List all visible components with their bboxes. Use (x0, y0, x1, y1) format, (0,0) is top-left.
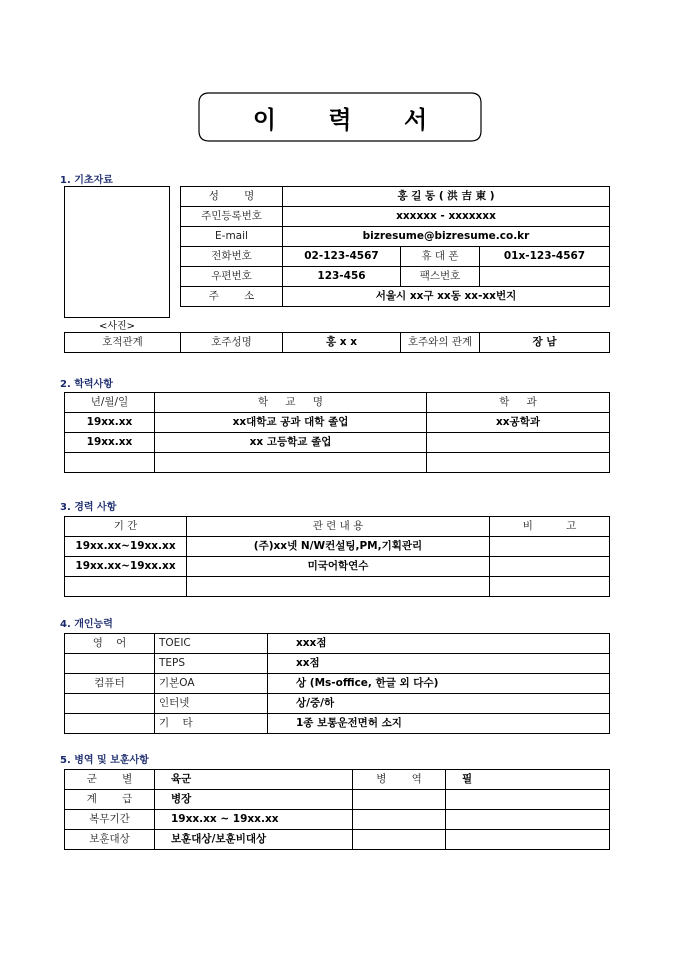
empty-cell (353, 830, 446, 850)
career-note (490, 577, 610, 597)
table-header-row (65, 517, 610, 537)
table-row (65, 674, 610, 694)
ability-category: 영 어 (65, 634, 155, 654)
career-header-period: 기 간 (65, 517, 187, 537)
table-row (65, 537, 610, 557)
table-row (65, 654, 610, 674)
ability-level: 상/중/하 (268, 694, 610, 714)
service-label: 병 역 (353, 770, 446, 790)
branch-label: 군 별 (65, 770, 155, 790)
mobile-value: 01x-123-4567 (480, 247, 610, 267)
section-military-title: 5. 병역 및 보훈사항 (60, 755, 149, 766)
ability-level: 1종 보통운전면허 소지 (268, 714, 610, 734)
table-row (65, 830, 610, 850)
rank-label: 계 급 (65, 790, 155, 810)
section-career-title: 3. 경력 사항 (60, 502, 117, 513)
career-period (65, 577, 187, 597)
table-row (65, 790, 610, 810)
edu-school (155, 453, 427, 473)
table-row (65, 714, 610, 734)
career-table (64, 516, 610, 597)
page-title: 이 력 서 (252, 105, 450, 134)
edu-major (427, 433, 610, 453)
empty-cell (353, 790, 446, 810)
ability-category (65, 714, 155, 734)
rrn-value: xxxxxx - xxxxxxx (283, 207, 610, 227)
career-period: 19xx.xx~19xx.xx (65, 557, 187, 577)
title-box (197, 92, 483, 142)
ability-category (65, 694, 155, 714)
career-note (490, 537, 610, 557)
edu-major: xx공학과 (427, 413, 610, 433)
table-row (181, 187, 610, 207)
edu-header-school: 학 교 명 (155, 393, 427, 413)
table-row (181, 227, 610, 247)
head-relation-value: 장 남 (480, 333, 610, 353)
table-row (65, 333, 610, 353)
ability-item: 인터넷 (155, 694, 268, 714)
career-content: (주)xx넷 N/W컨설팅,PM,기획관리 (187, 537, 490, 557)
career-content: 미국어학연수 (187, 557, 490, 577)
table-row (181, 207, 610, 227)
family-table (64, 332, 610, 353)
address-label: 주 소 (181, 287, 283, 307)
photo-label: <사진> (98, 321, 136, 332)
ability-item: TOEIC (155, 634, 268, 654)
basic-info-table (180, 186, 610, 307)
section-ability-title: 4. 개인능력 (60, 619, 113, 630)
education-table (64, 392, 610, 473)
rrn-label: 주민등록번호 (181, 207, 283, 227)
ability-item: 기 타 (155, 714, 268, 734)
ability-category (65, 654, 155, 674)
empty-cell (446, 790, 610, 810)
email-label: E-mail (181, 227, 283, 247)
zip-label: 우편번호 (181, 267, 283, 287)
zip-value: 123-456 (283, 267, 401, 287)
table-row (65, 413, 610, 433)
address-value: 서울시 xx구 xx동 xx-xx번지 (283, 287, 610, 307)
career-header-content: 관 련 내 용 (187, 517, 490, 537)
edu-header-major: 학 과 (427, 393, 610, 413)
table-row (65, 453, 610, 473)
ability-level: 상 (Ms-office, 한글 외 다수) (268, 674, 610, 694)
edu-school: xx대학교 공과 대학 졸업 (155, 413, 427, 433)
table-row (65, 694, 610, 714)
service-value: 필 (446, 770, 610, 790)
edu-date: 19xx.xx (65, 433, 155, 453)
fax-value (480, 267, 610, 287)
name-value: 홍 길 동 ( 洪 吉 東 ) (283, 187, 610, 207)
ability-table (64, 633, 610, 734)
ability-level: xx점 (268, 654, 610, 674)
table-row (65, 577, 610, 597)
email-value: bizresume@bizresume.co.kr (283, 227, 610, 247)
photo-box (64, 186, 170, 318)
ability-item: 기본OA (155, 674, 268, 694)
table-row (181, 287, 610, 307)
table-row (65, 433, 610, 453)
table-row (181, 247, 610, 267)
section-basic-title: 1. 기초자료 (60, 175, 113, 186)
veteran-label: 보훈대상 (65, 830, 155, 850)
career-content (187, 577, 490, 597)
table-row (65, 634, 610, 654)
name-label: 성 명 (181, 187, 283, 207)
empty-cell (446, 810, 610, 830)
edu-major (427, 453, 610, 473)
career-header-note: 비 고 (490, 517, 610, 537)
table-row (65, 810, 610, 830)
mobile-label: 휴 대 폰 (401, 247, 480, 267)
edu-header-date: 년/월/일 (65, 393, 155, 413)
ability-category: 컴퓨터 (65, 674, 155, 694)
phone-value: 02-123-4567 (283, 247, 401, 267)
edu-school: xx 고등학교 졸업 (155, 433, 427, 453)
rank-value: 병장 (155, 790, 353, 810)
edu-date (65, 453, 155, 473)
military-table (64, 769, 610, 850)
empty-cell (353, 810, 446, 830)
branch-value: 육군 (155, 770, 353, 790)
phone-label: 전화번호 (181, 247, 283, 267)
head-name-label: 호주성명 (181, 333, 283, 353)
section-education-title: 2. 학력사항 (60, 379, 113, 390)
edu-date: 19xx.xx (65, 413, 155, 433)
table-row (65, 770, 610, 790)
head-relation-label: 호주와의 관계 (401, 333, 480, 353)
empty-cell (446, 830, 610, 850)
period-value: 19xx.xx ~ 19xx.xx (155, 810, 353, 830)
career-note (490, 557, 610, 577)
family-label: 호적관계 (65, 333, 181, 353)
period-label: 복무기간 (65, 810, 155, 830)
table-header-row (65, 393, 610, 413)
veteran-value: 보훈대상/보훈비대상 (155, 830, 353, 850)
fax-label: 팩스번호 (401, 267, 480, 287)
table-row (65, 557, 610, 577)
ability-level: xxx점 (268, 634, 610, 654)
table-row (181, 267, 610, 287)
ability-item: TEPS (155, 654, 268, 674)
career-period: 19xx.xx~19xx.xx (65, 537, 187, 557)
head-name-value: 홍 x x (283, 333, 401, 353)
